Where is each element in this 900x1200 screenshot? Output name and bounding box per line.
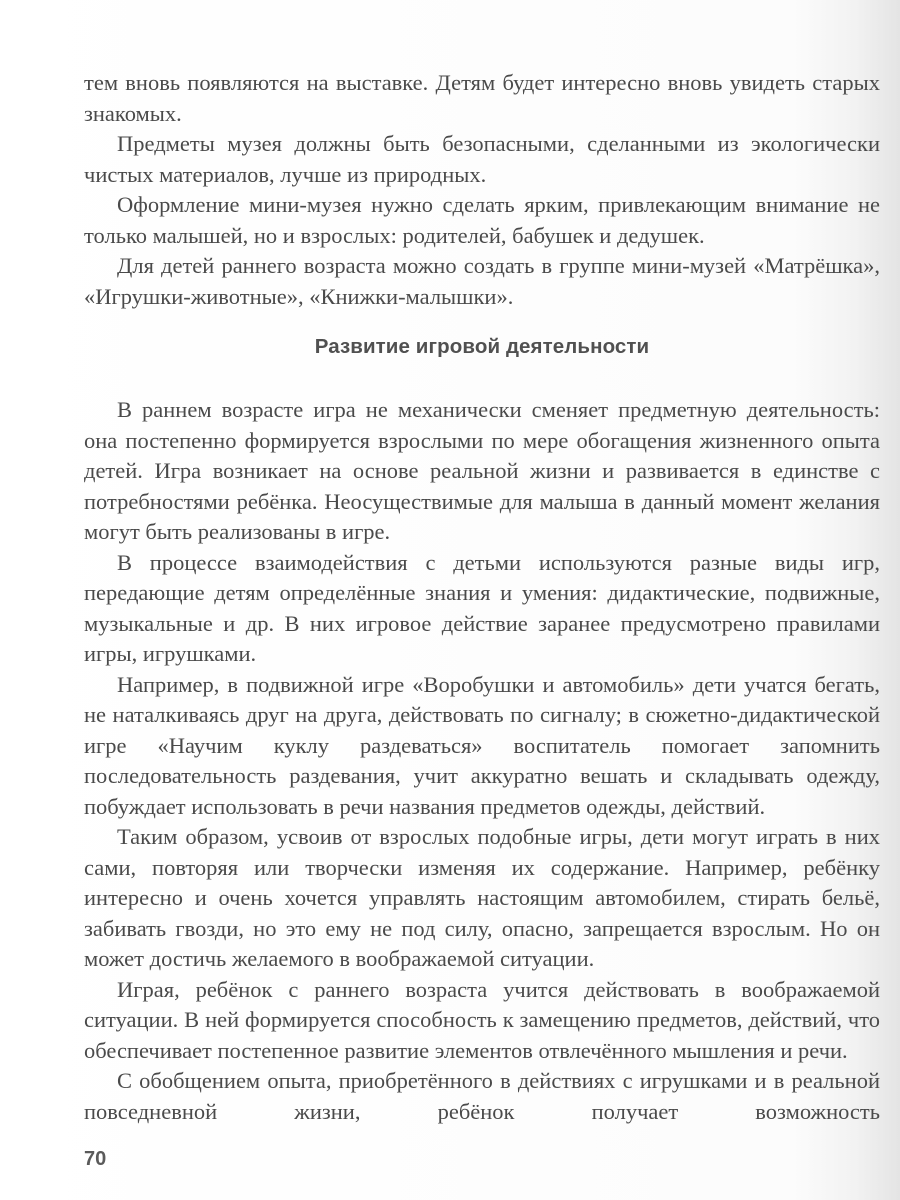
page-number: 70 xyxy=(84,1148,107,1170)
paragraph: Таким образом, усвоив от взрослых подобные игры, дети могут играть в них сами, повторяя или творчески изменяя их содержание. Например, ребёнку интересно и очень хочется управлять настоящим автомобилем, стирать бельё, забивать гвозди, но это ему не под силу, опасно, запрещается взрослым. Но он может достичь желаемого в воображаемой ситуации. xyxy=(84,824,880,971)
paragraph: В процессе взаимодействия с детьми используются разные виды игр, передающие детям определённые знания и умения: дидактические, подвижные, музыкальные и др. В них игровое действие заранее предусмотрено правилами игры, игрушками. xyxy=(84,549,880,666)
section-heading: Развитие игровой деятельности xyxy=(314,335,650,358)
paragraph: Оформление мини-музея нужно сделать ярким, привлекающим внимание не только малышей, но и взрослых: родителей, бабушек и дедушек. xyxy=(84,192,880,248)
intro-text xyxy=(84,68,880,312)
paragraph: Для детей раннего возраста можно создать в группе мини-музей «Матрёшка», «Игрушки-животные», «Книжки-малышки». xyxy=(84,253,880,309)
paragraph: Предметы музея должны быть безопасными, сделанными из экологически чистых материалов, лучше из природных. xyxy=(84,131,880,187)
paragraph: Например, в подвижной игре «Воробушки и автомобиль» дети учатся бегать, не наталкиваясь друг на друга, действовать по сигналу; в сюжетно-дидактической игре «Научим куклу раздеваться» воспитатель помогает запомнить последовательность раздевания, учит аккуратно вешать и складывать одежду, побуждает использовать в речи названия предметов одежды, действий. xyxy=(84,671,880,819)
paragraph: С обобщением опыта, приобретённого в действиях с игрушками и в реальной повседневной жизни, ребёнок получает возможность xyxy=(84,1068,880,1124)
paragraph: тем вновь появляются на выставке. Детям будет интересно вновь увидеть старых знакомых. xyxy=(84,70,880,126)
paragraph: Играя, ребёнок с раннего возраста учится действовать в воображаемой ситуации. В ней формируется способность к замещению предметов, действий, что обеспечивает постепенное развитие элементов отвлечённого мышления и речи. xyxy=(84,976,880,1063)
paragraph: В раннем возрасте игра не механически сменяет предметную деятельность: она постепенно формируется взрослыми по мере обогащения жизненного опыта детей. Игра возникает на основе реальной жизни и развивается в единстве с потребностями ребёнка. Неосуществимые для малыша в данный момент желания могут быть реализованы в игре. xyxy=(84,397,880,544)
section-text xyxy=(84,395,880,1127)
